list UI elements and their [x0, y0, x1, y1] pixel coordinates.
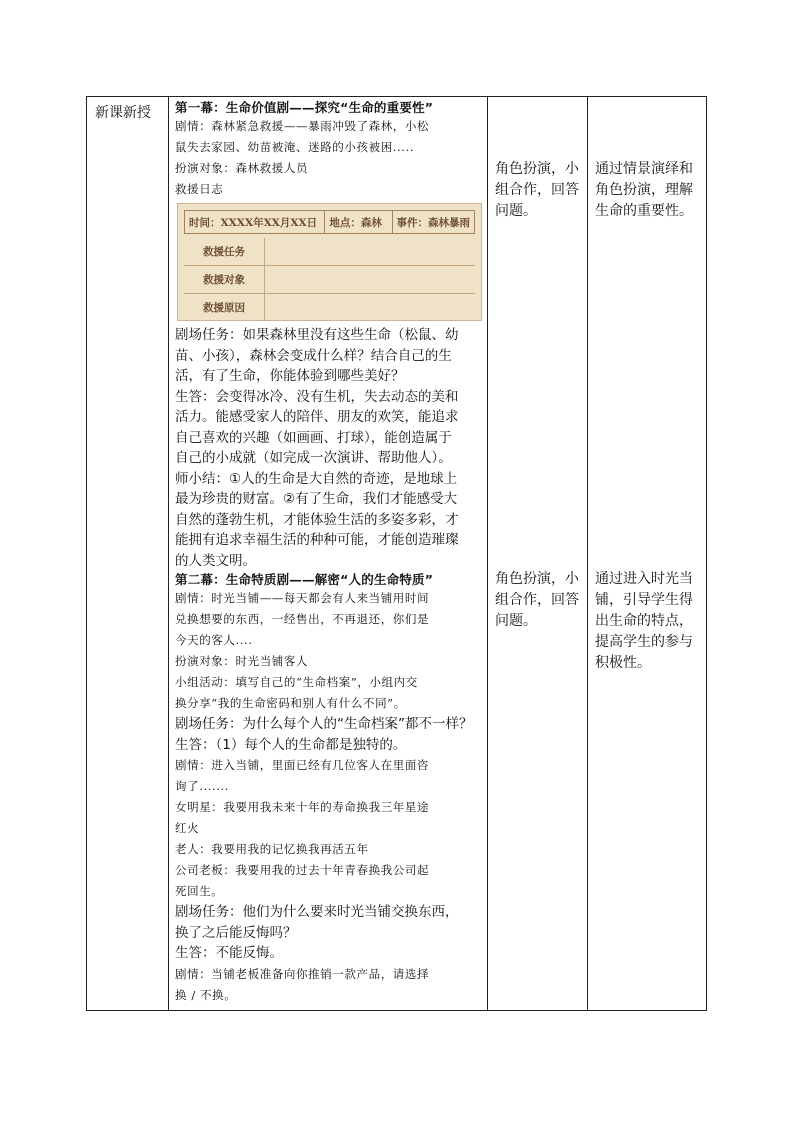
- design-intent-line: 提高学生的参与: [595, 634, 693, 650]
- act2-title: 第二幕：生命特质剧——解密“人的生命特质”: [175, 572, 434, 587]
- log-row-label: 救援任务: [184, 238, 265, 265]
- log-place: 地点：森林: [325, 211, 392, 233]
- act1-answer-line: 自己的小成就（如完成一次演讲、帮助他人）。: [175, 450, 452, 466]
- act1-summary-line: 的人类文明。: [175, 552, 256, 569]
- log-row: [184, 238, 475, 266]
- design-intent-1: [595, 159, 705, 222]
- student-activity-line: 角色扮演，小: [495, 161, 579, 177]
- design-intent-line: 生命的重要性。: [595, 203, 693, 219]
- act2-answer: 生答：（1）每个人的生命都是独特的。: [175, 736, 407, 753]
- log-time: 时间：XXXX年XX月XX日: [185, 211, 325, 233]
- act1-answer-line: 生答：会变得冰冷、没有生机，失去动态的美和: [175, 388, 459, 405]
- log-row-label: 救援对象: [184, 266, 265, 293]
- log-row: [184, 266, 475, 294]
- log-row-label: 救援原因: [184, 294, 265, 321]
- column-divider: [587, 97, 588, 1010]
- section-label: 新课新授: [95, 105, 151, 121]
- act1-title: 第一幕：生命价值剧——探究“生命的重要性”: [175, 100, 434, 115]
- act2-star-line: 红火: [175, 821, 200, 835]
- act2-plot-line: 兑换想要的东西，一经售出，不再退还，你们是: [175, 612, 430, 626]
- student-activity-line: 角色扮演，小: [495, 571, 579, 587]
- act1-summary-line: 最为珍贵的财富。②有了生命，我们才能感受大: [175, 491, 458, 507]
- content-column: [175, 99, 485, 1006]
- student-activity-line: 问题。: [495, 613, 537, 629]
- act2-plot2-line: 询了.......: [175, 779, 229, 793]
- log-event: 事件：森林暴雨: [396, 216, 470, 229]
- act2-plot3-line: 换 / 不换。: [175, 987, 237, 1002]
- design-intent-line: 出生命的特点，: [595, 613, 693, 629]
- act1-task-line: 苗、小孩），森林会变成什么样？结合自己的生: [175, 347, 452, 364]
- act1-answer-line: 活力。能感受家人的陪伴、朋友的欢笑，能追求: [175, 409, 459, 425]
- student-activity-line: 组合作，回答: [495, 592, 579, 608]
- act2-plot-line: 今天的客人....: [175, 633, 253, 647]
- act1-plot-line: 剧情：森林紧急救援——暴雨冲毁了森林，小松: [175, 119, 430, 133]
- act2-answer2: 生答：不能反悔。: [175, 945, 283, 961]
- rescue-log-card: [177, 203, 482, 321]
- act2-plot2-line: 剧情：进入当铺，里面已经有几位客人在里面咨: [175, 758, 430, 772]
- act2-plot-line: 剧情：时光当铺——每天都会有人来当铺用时间: [175, 591, 430, 605]
- act2-plot3-line: 剧情：当铺老板准备向你推销一款产品，请选择: [175, 966, 430, 981]
- design-intent-line: 角色扮演，理解: [595, 182, 693, 198]
- design-intent-line: 通过情景演绎和: [595, 161, 693, 177]
- act1-task-line: 活，有了生命，你能体验到哪些美好？: [175, 368, 405, 384]
- lesson-table: [86, 96, 707, 1011]
- column-divider: [168, 97, 169, 1010]
- design-intent-2: [595, 569, 705, 674]
- student-activity-line: 组合作，回答: [495, 182, 579, 198]
- act1-summary-line: 师小结：①人的生命是大自然的奇迹，是地球上: [175, 470, 458, 487]
- column-divider: [487, 97, 488, 1010]
- act2-elder: 老人：我要用我的记忆换我再活五年: [175, 842, 369, 856]
- rescue-log-header: [184, 210, 475, 234]
- design-intent-line: 积极性。: [595, 655, 651, 671]
- act2-boss-line: 公司老板：我要用我的过去十年青春换我公司起: [175, 863, 430, 877]
- design-intent-line: 铺，引导学生得: [595, 592, 693, 608]
- act1-plot-line: 鼠失去家园、幼苗被淹、迷路的小孩被困.....: [175, 140, 415, 154]
- act1-summary-line: 能拥有追求幸福生活的种种可能，才能创造璀璨: [175, 532, 459, 548]
- act1-summary-line: 自然的蓬勃生机，才能体验生活的多姿多彩，才: [175, 511, 459, 528]
- student-activity-2: [495, 569, 585, 632]
- act1-role: 扮演对象：森林救援人员: [175, 161, 309, 175]
- act2-role: 扮演对象：时光当铺客人: [175, 654, 309, 668]
- design-intent-line: 通过进入时光当: [595, 571, 693, 587]
- rescue-log-rows: [184, 238, 475, 316]
- act1-answer-line: 自己喜欢的兴趣（如画画、打球），能创造属于: [175, 429, 452, 446]
- act2-group-line: 换分享“我的生命密码和别人有什么不同”。: [175, 696, 406, 710]
- act2-boss-line: 死回生。: [175, 884, 224, 898]
- log-row: [184, 294, 475, 321]
- student-activity-line: 问题。: [495, 203, 537, 219]
- act2-star-line: 女明星：我要用我未来十年的寿命换我三年星途: [175, 800, 430, 814]
- act2-task: 剧场任务：为什么每个人的“生命档案”都不一样？: [175, 716, 473, 732]
- student-activity-1: [495, 159, 585, 222]
- act1-task-line: 剧场任务：如果森林里没有这些生命（松鼠、幼: [175, 327, 459, 343]
- act2-task2-line: 换了之后能反悔吗？: [175, 924, 297, 941]
- act2-group-line: 小组活动：填写自己的“生命档案”，小组内交: [175, 675, 418, 689]
- act2-task2-line: 剧场任务：他们为什么要来时光当铺交换东西，: [175, 904, 459, 920]
- act1-log-title: 救援日志: [175, 182, 224, 196]
